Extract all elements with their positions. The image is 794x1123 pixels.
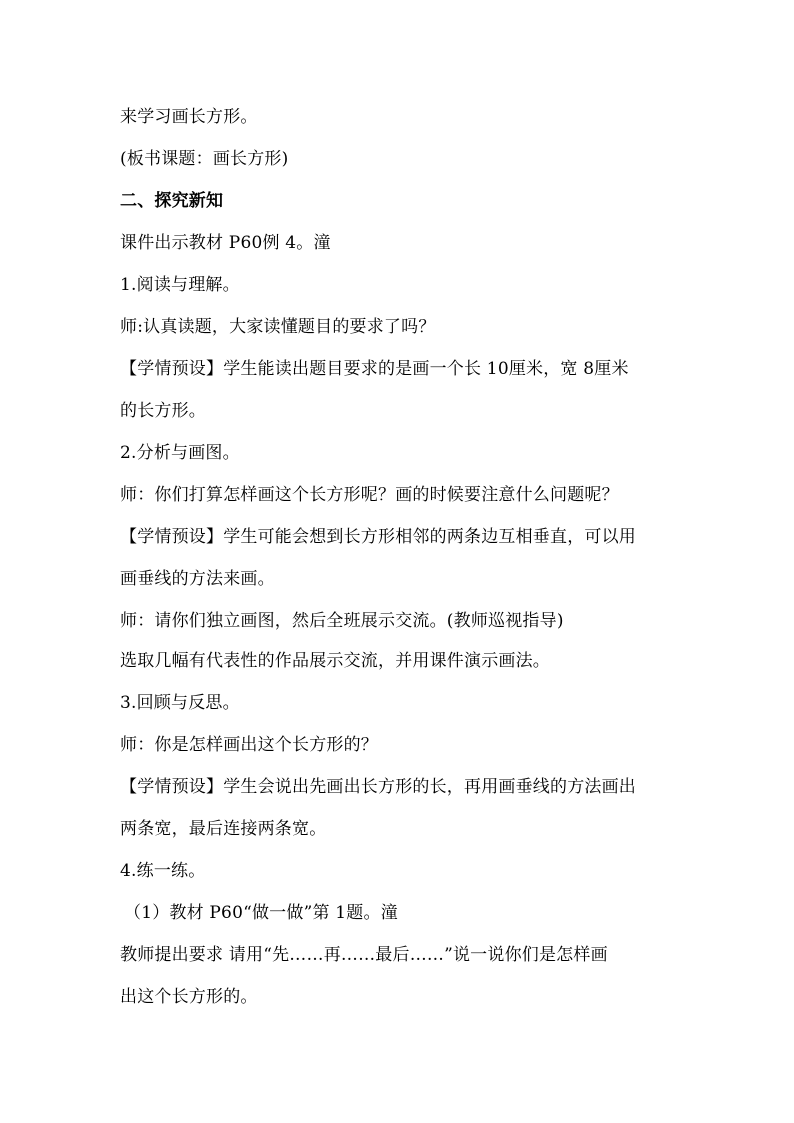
text-line: 【学情预设】学生能读出题目要求的是画一个长 10厘米，宽 8厘米 [120, 359, 629, 379]
text-line: 出这个长方形的。 [120, 987, 258, 1007]
text-line: 来学习画长方形。 [120, 107, 258, 127]
text-line: 【学情预设】学生可能会想到长方形相邻的两条边互相垂直，可以用 [120, 527, 636, 547]
text-line: 选取几幅有代表性的作品展示交流，并用课件演示画法。 [120, 651, 550, 671]
text-line: 师：你们打算怎样画这个长方形呢？画的时候要注意什么问题呢？ [120, 485, 619, 505]
text-line: 2.分析与画图。 [120, 443, 240, 463]
text-line: （1）教材 P60“做一做”第 1题。潼 [124, 903, 398, 923]
text-line: 课件出示教材 P60例 4。潼 [120, 233, 331, 253]
text-line: 【学情预设】学生会说出先画出长方形的长，再用画垂线的方法画出 [120, 777, 636, 797]
text-line: 两条宽，最后连接两条宽。 [120, 819, 327, 839]
text-line: 4.练一练。 [120, 861, 206, 881]
text-line: 画垂线的方法来画。 [120, 569, 275, 589]
section-heading: 二、探究新知 [120, 191, 224, 211]
text-line: 1.阅读与理解。 [120, 275, 240, 295]
text-line: 的长方形。 [120, 401, 206, 421]
text-line: (板书课题：画长方形) [120, 149, 289, 169]
text-line: 师：请你们独立画图，然后全班展示交流。(教师巡视指导) [120, 611, 564, 631]
text-line: 教师提出要求 请用“先……再……最后……”说一说你们是怎样画 [120, 945, 608, 965]
text-line: 3.回顾与反思。 [120, 693, 240, 713]
text-line: 师：你是怎样画出这个长方形的？ [120, 735, 378, 755]
text-line: 师:认真读题，大家读懂题目的要求了吗？ [120, 317, 436, 337]
